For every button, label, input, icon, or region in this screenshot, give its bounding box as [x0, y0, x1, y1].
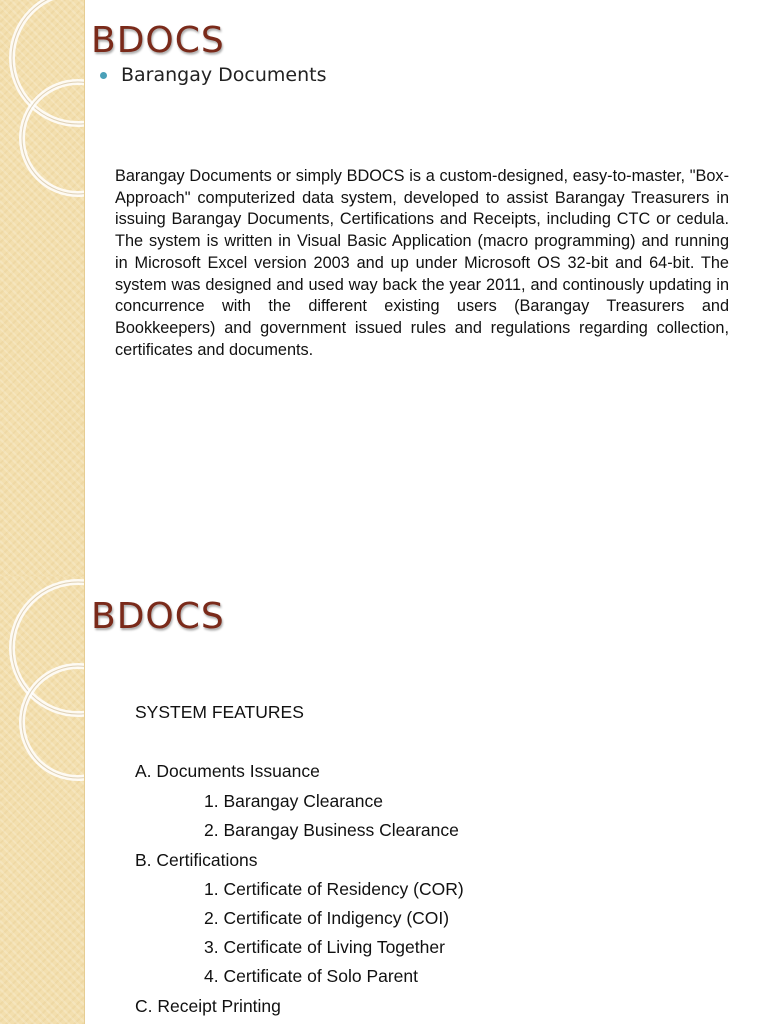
- slide-2: [0, 576, 768, 1024]
- features-heading: SYSTEM FEATURES: [135, 702, 304, 722]
- bullet-item: [100, 64, 327, 86]
- description-paragraph: Barangay Documents or simply BDOCS is a custom-designed, easy-to-master, "Box-Approach" computerized data system, developed to assist Barangay Treasurers in issuing Barangay Documents, Certifications and Receipts, including CTC or cedula. The system is written in Visual Basic Application (macro programming) and running in Microsoft Excel version 2003 and up under Microsoft OS 32-bit and 64-bit. The system was designed and used way back the year 2011, and continously updating in concurrence with the different existing users (Barangay Treasurers and Bookkeepers) and government issued rules and regulations regarding collection, certificates and documents.: [115, 167, 729, 359]
- section-label: A. Documents Issuance: [135, 761, 320, 781]
- list-item: 1. Barangay Clearance: [204, 791, 383, 811]
- slide-title: BDOCS: [91, 20, 225, 61]
- decorative-rings-icon: [0, 0, 84, 576]
- list-item: 2. Barangay Business Clearance: [204, 820, 459, 840]
- section-label: C. Receipt Printing: [135, 996, 281, 1016]
- decorative-sidebar: [0, 576, 85, 1024]
- decorative-sidebar: [0, 0, 85, 576]
- list-item: 1. Certificate of Residency (COR): [204, 879, 464, 899]
- list-item: 4. Certificate of Solo Parent: [204, 966, 418, 986]
- decorative-rings-icon: [0, 576, 84, 1024]
- bullet-text: Barangay Documents: [121, 64, 327, 86]
- list-item: 3. Certificate of Living Together: [204, 937, 445, 957]
- list-item: 2. Certificate of Indigency (COI): [204, 908, 450, 928]
- section-label: B. Certifications: [135, 850, 258, 870]
- slide-title: BDOCS: [91, 596, 225, 637]
- bullet-dot-icon: [100, 72, 107, 79]
